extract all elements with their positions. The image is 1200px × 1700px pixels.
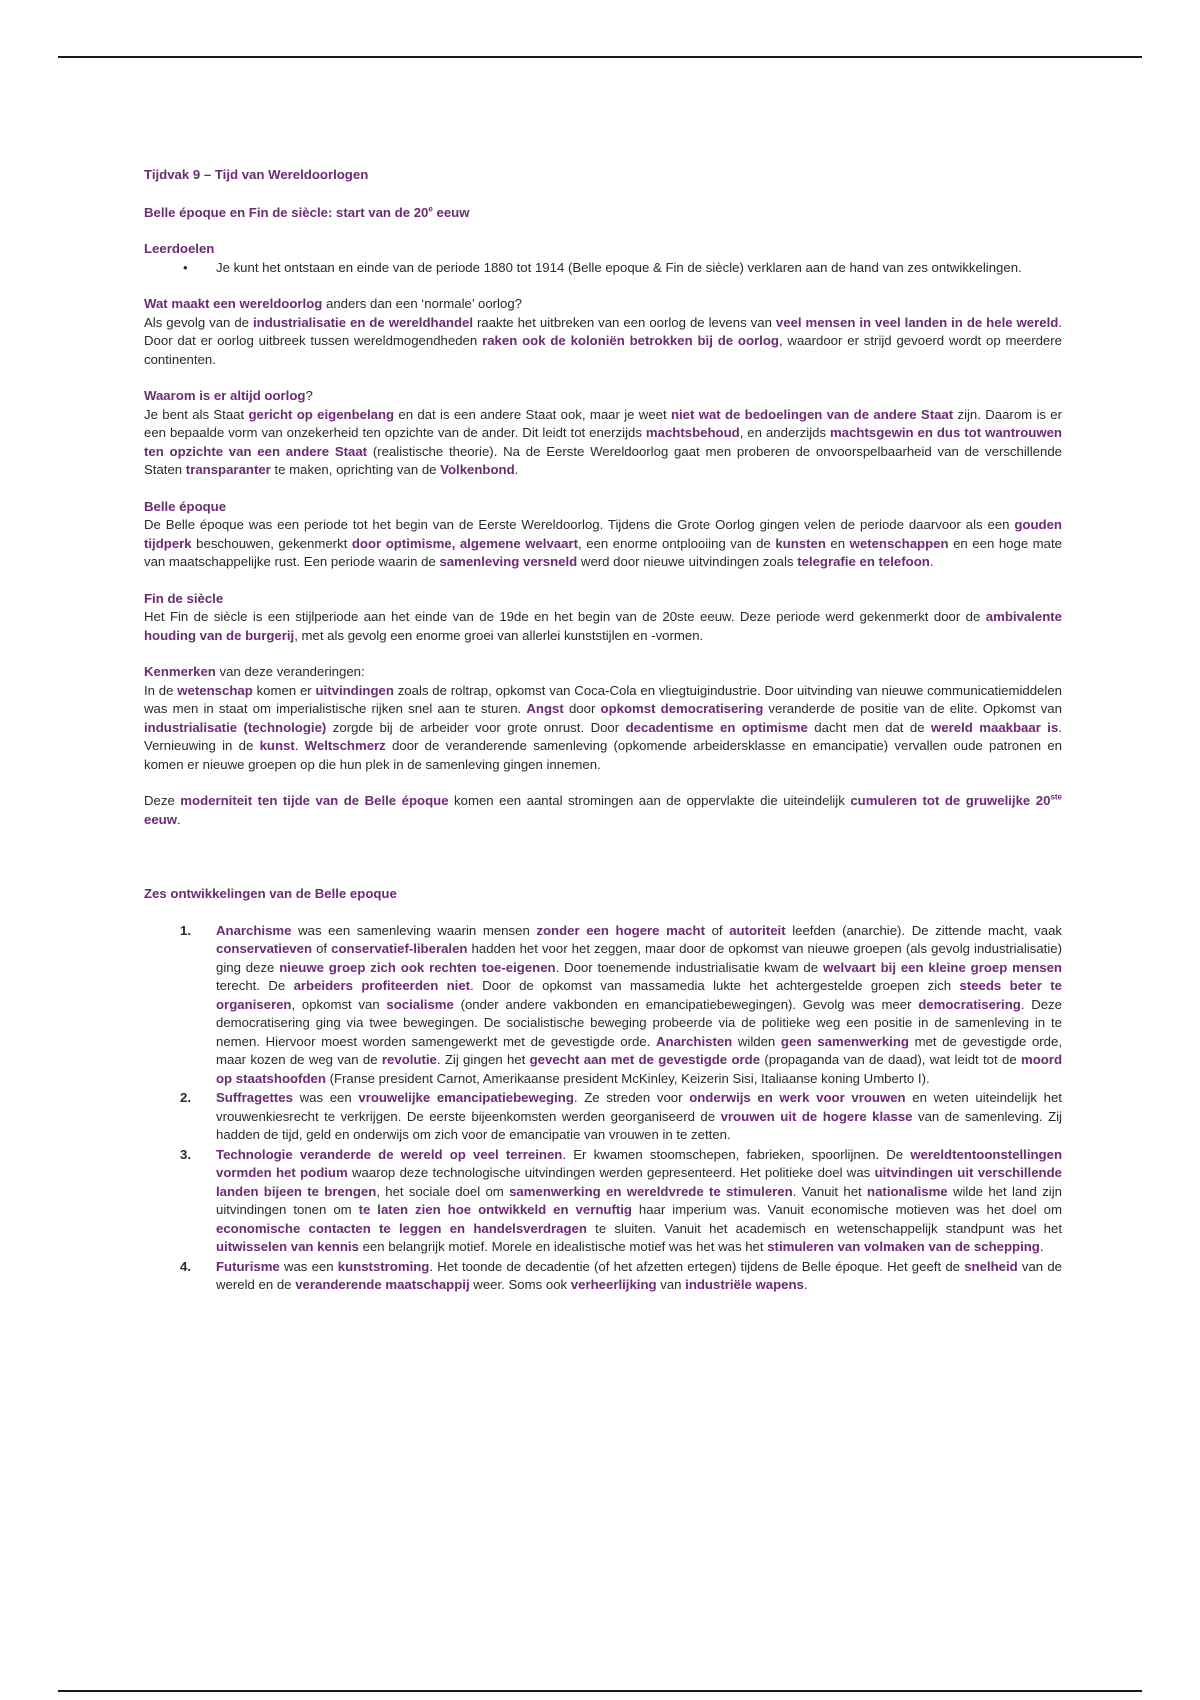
section-heading: Fin de siècle (144, 590, 224, 606)
section-heading: Belle époque (144, 498, 227, 514)
section-heading: Zes ontwikkelingen van de Belle epoque (144, 886, 397, 901)
leerdoelen-section (144, 240, 1062, 277)
bottom-rule (58, 1690, 1142, 1692)
paragraph: De Belle époque was een periode tot het begin van de Eerste Wereldoorlog. Tijdens die Grote Oorlog gingen velen de periode daarvoor als een gouden tijdperk beschouwen, gekenmerkt door optimisme, algemene welvaart, een enorme ontplooiing van de kunsten en wetenschappen en een hoge mate van maatschappelijke rust. Een periode waarin de samenleving versneld werd door nieuwe uitvindingen zoals telegrafie en telefoon. (144, 517, 1063, 569)
ontwikkelingen-list (144, 922, 1062, 1295)
moderniteit-section (144, 792, 1062, 829)
waarom-section (144, 387, 1062, 480)
section-question: Waarom is er altijd oorlog? (144, 388, 313, 403)
document-body (144, 166, 1062, 1296)
section-question: Kenmerken van deze veranderingen: (144, 664, 365, 679)
list-item: 4. Futurisme was een kunststroming. Het toonde de decadentie (of het afzetten ertegen) tijdens de Belle époque. Het geeft de snelheid van de wereld en de veranderende maatschappij weer. Soms ook verheerlijking van industriële wapens. (180, 1258, 1062, 1292)
fin-de-siecle-section (144, 590, 1062, 646)
kenmerken-section (144, 663, 1062, 774)
paragraph: Deze moderniteit ten tijde van de Belle époque komen een aantal stromingen aan de oppervlakte die uiteindelijk cumuleren tot de gruwelijke 20ste eeuw. (144, 792, 1062, 827)
page-subtitle: Belle époque en Fin de siècle: start van de 20e eeuw (144, 204, 470, 220)
list-item: 2. Suffragettes was een vrouwelijke emancipatiebeweging. Ze streden voor onderwijs en werk voor vrouwen en weten uiteindelijk het vrouwenkiesrecht te verkrijgen. De eerste bijeenkomsten werden georganiseerd de vrouwen uit de hogere klasse van de samenleving. Zij hadden de tijd, geld en onderwijs om zich voor de emancipatie van vrouwen in te zetten. (180, 1090, 1062, 1142)
list-number: 2. (180, 1090, 191, 1105)
paragraph: In de wetenschap komen er uitvindingen zoals de roltrap, opkomst van Coca-Cola en vliegtuigindustrie. Door uitvinding van nieuwe communicatiemiddelen was men in staat om imperialistische rijken snel aan te sturen. Angst door opkomst democratisering veranderde de positie van de elite. Opkomst van industrialisatie (technologie) zorgde bij de arbeider voor grote onrust. Door decadentisme en optimisme dacht men dat de wereld maakbaar is. Vernieuwing in de kunst. Weltschmerz door de veranderende samenleving (opkomende arbeidersklasse en emancipatie) vervallen oude patronen en komen er nieuwe groepen op die hun plek in de samenleving gingen innemen. (144, 682, 1062, 772)
list-item: 1. Anarchisme was een samenleving waarin mensen zonder een hogere macht of autoriteit leefden (anarchie). De zittende macht, vaak conservatieven of conservatief-liberalen hadden het voor het zeggen, maar door de opkomst van nieuwe groepen (als gevolg industrialisatie) ging deze nieuwe groep zich ook rechten toe-eigenen. Door toenemende industrialisatie kwam de welvaart bij een kleine groep mensen terecht. De arbeiders profiteerden niet. Door de opkomst van massamedia lukte het achtergestelde groepen zich steeds beter te organiseren, opkomst van socialisme (onder andere vakbonden en emancipatiebewegingen). Gevolg was meer democratisering. Deze democratisering ging via twee bewegingen. De socialistische beweging probeerde via de politieke weg een positie in de samenleving in te nemen. Hiervoor moest worden samengewerkt met de gevestigde orde. Anarchisten wilden geen samenwerking met de gevestigde orde, maar kozen de weg van de revolutie. Zij gingen het gevecht aan met de gevestigde orde (propaganda van de daad), wat leidt tot de moord op staatshoofden (Franse president Carnot, Amerikaanse president McKinley, Keizerin Sisi, Italiaanse koning Umberto I). (180, 922, 1063, 1086)
paragraph: Als gevolg van de industrialisatie en de wereldhandel raakte het uitbreken van een oorlog de levens van veel mensen in veel landen in de hele wereld. Door dat er oorlog uitbreek tussen wereldmogendheden raken ook de koloniën betrokken bij de oorlog, waardoor er strijd gevoerd wordt op meerdere continenten. (144, 314, 1062, 367)
wat-maakt-section (144, 295, 1062, 369)
list-item: • Je kunt het ontstaan en einde van de periode 1880 tot 1914 (Belle epoque & Fin de siècle) verklaren aan de hand van zes ontwikkelingen. (216, 259, 1062, 278)
page-title: Tijdvak 9 – Tijd van Wereldoorlogen (144, 167, 369, 182)
top-rule (58, 56, 1142, 58)
paragraph: Je bent als Staat gericht op eigenbelang en dat is een andere Staat ook, maar je weet niet wat de bedoelingen van de andere Staat zijn. Daarom is er een bepaalde vorm van onzekerheid ten opzichte van de ander. Dit leidt tot enerzijds machtsbehoud, en anderzijds machtsgewin en dus tot wantrouwen ten opzichte van een andere Staat (realistische theorie). Na de Eerste Wereldoorlog gaat men proberen de onvoorspelbaarheid van de verschillende Staten transparanter te maken, oprichting van de Volkenbond. (144, 406, 1062, 477)
list-number: 3. (180, 1146, 191, 1162)
belle-epoque-section (144, 498, 1062, 572)
leerdoelen-list (144, 259, 1062, 278)
paragraph: Het Fin de siècle is een stijlperiode aan het einde van de 19de en het begin van de 20ste eeuw. Deze periode werd gekenmerkt door de ambivalente houding van de burgerij, met als gevolg een enorme groei van allerlei kunststijlen en -vormen. (144, 609, 1062, 643)
list-item: 3. Technologie veranderde de wereld op veel terreinen. Er kwamen stoomschepen, fabrieken, spoorlijnen. De wereldtentoonstellingen vormden het podium waarop deze technologische uitvindingen werden gepresenteerd. Het politieke doel was uitvindingen uit verschillende landen bijeen te brengen, het sociale doel om samenwerking en wereldvrede te stimuleren. Vanuit het nationalisme wilde het land zijn uitvindingen tonen om te laten zien hoe ontwikkeld en vernuftig haar imperium was. Vanuit economische motieven was het doel om economische contacten te leggen en handelsverdragen te sluiten. Vanuit het academisch en wetenschappelijk standpunt was het uitwisselen van kennis een belangrijk motief. Morele en idealistische motief was het was het stimuleren van volmaken van de schepping. (180, 1146, 1062, 1254)
leerdoelen-heading: Leerdoelen (144, 241, 215, 256)
list-number: 1. (180, 922, 191, 938)
zes-ontwikkelingen-section (144, 885, 1062, 1295)
section-question: Wat maakt een wereldoorlog anders dan een ‘normale’ oorlog? (144, 296, 522, 311)
list-number: 4. (180, 1258, 191, 1274)
